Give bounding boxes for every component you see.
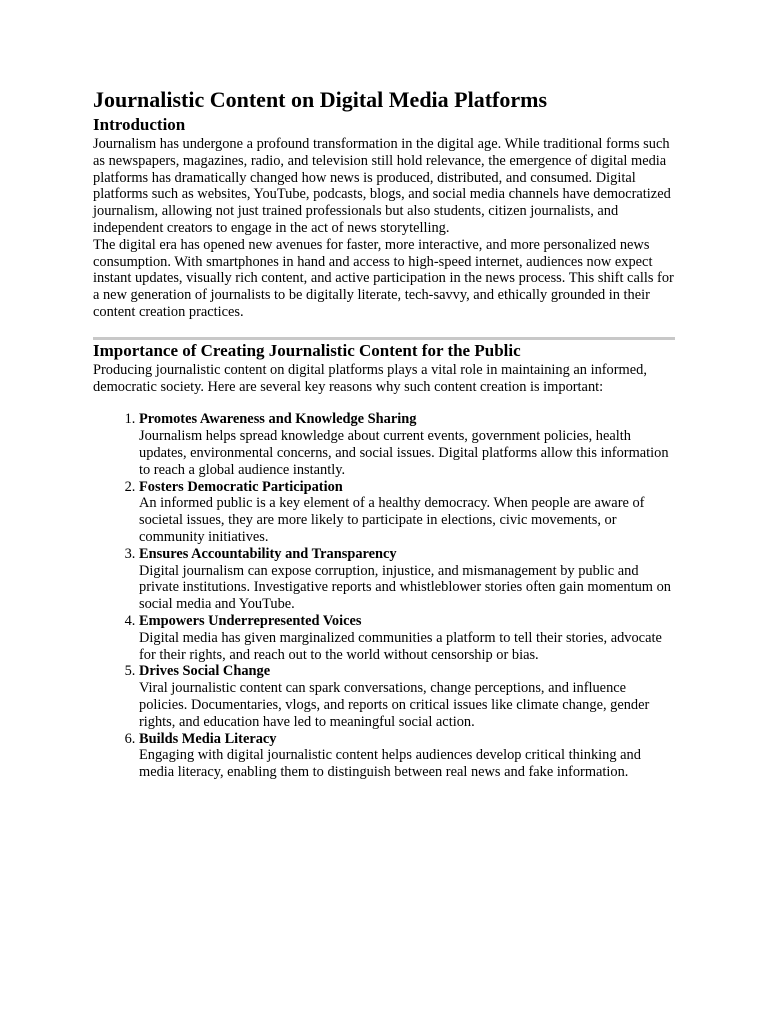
list-item-title: 2. Fosters Democratic Participation (139, 478, 343, 495)
list-item-title: 6. Builds Media Literacy (139, 730, 277, 747)
list-item-text: An informed public is a key element of a healthy democracy. When people are aware of societal issues, they are more likely to participate in elections, civic movements, or community initiatives. (139, 495, 645, 545)
document-title: Journalistic Content on Digital Media Platforms (93, 87, 548, 112)
introduction-paragraph-1: Journalism has undergone a profound transformation in the digital age. While traditional forms such as newspapers, magazines, radio, and television still hold relevance, the emergence of digital media platforms has dramatically changed how news is produced, distributed, and consumed. Digital platforms such as websites, YouTube, podcasts, blogs, and social media channels have democratized journalism, allowing not just trained professionals but also students, citizen journalists, and independent creators to engage in the act of news storytelling. (93, 136, 671, 236)
list-item-text: Digital media has given marginalized communities a platform to tell their stories, advocate for their rights, and reach out to the world without censorship or bias. (139, 629, 662, 663)
introduction-paragraph-2: The digital era has opened new avenues for faster, more interactive, and more personalized news consumption. With smartphones in hand and access to high-speed internet, audiences now expect instant updates, visually rich content, and active participation in the news process. This shift calls for a new generation of journalists to be digitally literate, tech-savvy, and ethically grounded in their content creation practices. (93, 236, 674, 320)
introduction-heading: Introduction (93, 115, 186, 134)
list-item (139, 546, 675, 613)
list-item-title: 3. Ensures Accountability and Transparency (139, 545, 397, 562)
list-item (139, 731, 675, 781)
list-item-text: Engaging with digital journalistic content helps audiences develop critical thinking and media literacy, enabling them to distinguish between real news and fake information. (139, 747, 641, 781)
list-item-title: 5. Drives Social Change (139, 663, 271, 680)
list-item-text: Viral journalistic content can spark conversations, change perceptions, and influence policies. Documentaries, vlogs, and reports on critical issues like climate change, gender rights, and education have led to meaningful social action. (139, 680, 650, 730)
importance-heading: Importance of Creating Journalistic Content for the Public (93, 340, 521, 360)
importance-intro-paragraph: Producing journalistic content on digital platforms plays a vital role in maintaining an informed, democratic society. Here are several key reasons why such content creation is important: (93, 361, 647, 395)
list-item (139, 411, 675, 478)
reasons-list (93, 411, 675, 781)
list-item (139, 663, 675, 730)
list-item (139, 479, 675, 546)
list-item-title: 4. Empowers Underrepresented Voices (139, 612, 362, 629)
list-item-title: 1. Promotes Awareness and Knowledge Sharing (139, 411, 417, 428)
list-item (139, 613, 675, 663)
list-item-text: Digital journalism can expose corruption, injustice, and mismanagement by public and private institutions. Investigative reports and whistleblower stories often gain momentum on social media and YouTube. (139, 562, 671, 613)
list-item-text: Journalism helps spread knowledge about current events, government policies, health updates, environmental concerns, and social issues. Digital platforms allow this information to reach a global audience instantly. (139, 428, 669, 478)
